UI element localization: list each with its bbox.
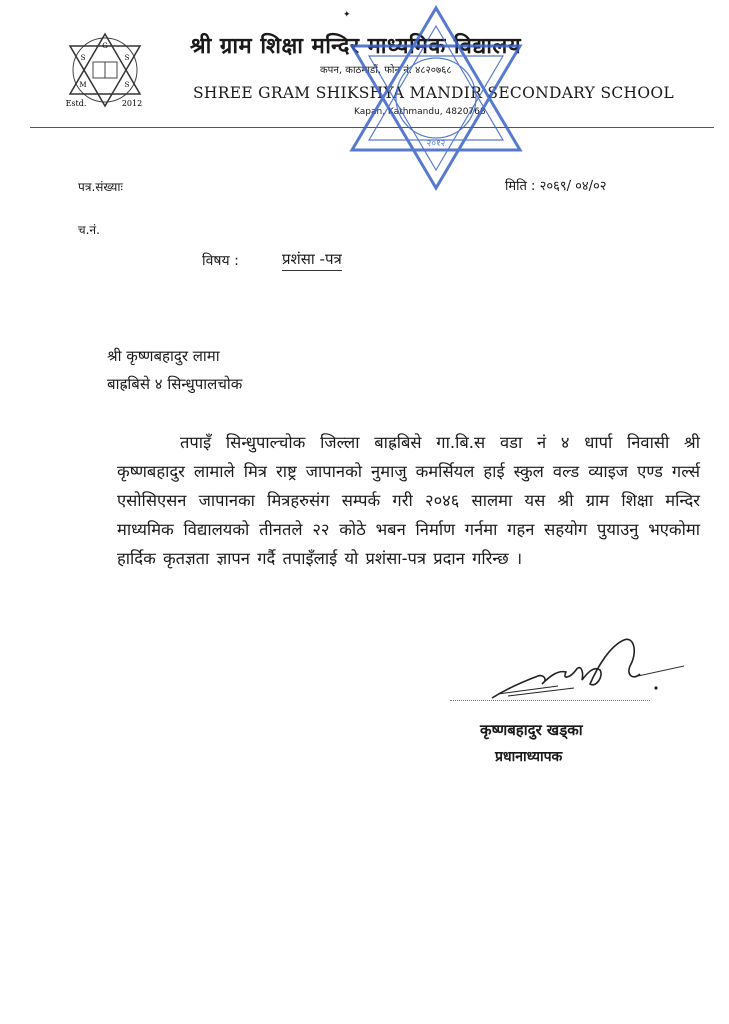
logo-letter-top-left: S [80,54,86,62]
logo-letter-top-right: S [124,54,130,62]
top-mark: ✦ [343,10,351,20]
logo-letter-top: G [102,42,108,50]
logo-year: 2012 [121,99,143,108]
school-address-english: Kapan, Kathmandu, 4820768 [354,107,486,117]
logo-estd: Estd. [65,99,87,108]
recipient-name: श्री कृष्णबहादुर लामा [107,347,220,365]
signer-name: कृष्णबहादुर खड्का [480,721,583,739]
reference-number-label: पत्र.संख्याः [78,180,123,194]
letter-body: तपाइँ सिन्धुपाल्चोक जिल्ला बाह्रबिसे गा.बि.स वडा नं ४ धार्पा निवासी श्री कृष्णबहादुर लामाले मित्र राष्ट्र जापानको नुमाजु कमर्सियल हाई स्कुल वल्ड व्याइज एण्ड गर्ल्स एसोसिएसन जापानका मित्रहरुसंग सम्पर्क गरी २०४६ सालमा यस श्री ग्राम शिक्षा मन्दिर माध्यमिक विद्यालयको तीनतले २२ कोठे भबन निर्माण गर्नमा गहन सहयोग पुयाउनु भएकोमा हार्दिक कृतज्ञता ज्ञापन गर्दै तपाइँलाई यो प्रशंसा-पत्र प्रदान गरिन्छ । [117,433,700,568]
letter-date: मिति : २०६९/ ०४/०२ [505,179,607,194]
stamp-year: २०१२ [426,139,446,149]
dispatch-number-label: च.नं. [78,223,100,237]
logo-letter-bottom-right: S [124,81,130,89]
signature [488,636,688,706]
signer-designation: प्रधानाध्यापक [495,749,563,765]
official-stamp [336,4,536,192]
recipient-block [107,342,242,398]
logo-letter-bottom-left: M [79,81,87,89]
subject-text: प्रशंसा -पत्र [282,249,342,271]
school-name-nepali: श्री ग्राम शिक्षा मन्दिर माध्यमिक विद्यालय [190,34,522,59]
school-address-nepali: कपन, काठमाडौं, फोन नं. ४८२०७६८ [320,65,452,76]
recipient-address: बाह्रबिसे ४ सिन्धुपालचोक [107,375,243,393]
signature-line [450,700,650,701]
school-logo [60,30,150,112]
school-name-english: SHREE GRAM SHIKSHYA MANDIR SECONDARY SCHOOL [193,84,674,102]
subject-label: विषय : [202,253,239,269]
